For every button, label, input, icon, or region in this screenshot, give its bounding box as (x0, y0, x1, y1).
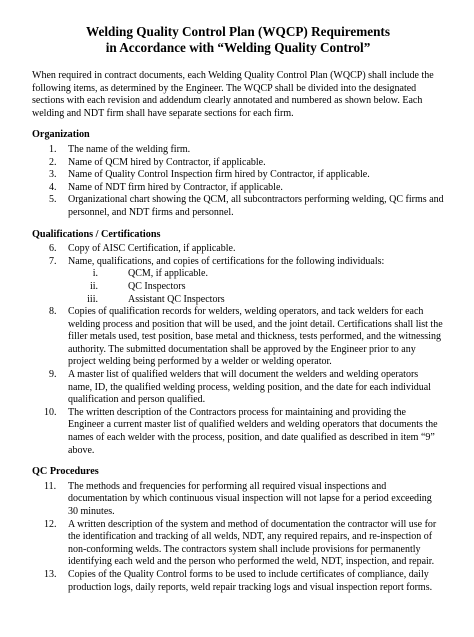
list-item (32, 256, 444, 269)
item-text: A written description of the system and method of documentation the contractor will use for the identification and tracking of all welds, NDT, any required repairs, and re-inspection of non-conforming welds. The contractors system shall include provisions for permanently identifying each weld and the person who performed the weld, NDT, inspection, and repair. (68, 518, 437, 568)
list-item (32, 369, 444, 407)
item-text: Copy of AISC Certification, if applicable. (68, 243, 236, 255)
item-text: The name of the welding firm. (68, 143, 191, 155)
list-item (32, 169, 444, 182)
list-item (32, 182, 444, 195)
document-title (32, 24, 444, 56)
list-item (32, 569, 444, 594)
item-number: 4. (49, 181, 57, 193)
subitem-text: Assistant QC Inspectors (128, 293, 225, 305)
item-number: 11. (44, 480, 57, 492)
section-heading-qualifications: Qualifications / Certifications (32, 228, 161, 240)
intro-paragraph: When required in contract documents, each Welding Quality Control Plan (WQCP) shall include the following items, as determined by the Engineer. The WQCP shall be divided into the designated sections with each revision and addendum clearly annotated and numbered as shown below. Each welding and NDT firm shall have separate sections for each firm. (32, 70, 434, 119)
qualifications-list (32, 243, 444, 457)
list-item (32, 519, 444, 569)
item-number: 8. (49, 306, 57, 318)
list-item (32, 157, 444, 170)
item-number: 1. (49, 143, 57, 155)
item-text: The methods and frequencies for performing all required visual inspections and documentation by which continuous visual inspection will not lapse for a period exceeding 30 minutes. (68, 480, 432, 517)
subitem-text: QCM, if applicable. (128, 268, 208, 280)
procedures-list (32, 481, 444, 594)
item-number: 12. (44, 518, 57, 530)
list-item (32, 481, 444, 519)
item-number: 7. (49, 255, 57, 267)
individuals-sublist (32, 268, 444, 306)
list-item (32, 407, 444, 457)
item-text: Name, qualifications, and copies of certifications for the following individuals: (68, 255, 385, 267)
item-text: Name of Quality Control Inspection firm hired by Contractor, if applicable. (68, 169, 370, 181)
item-text: A master list of qualified welders that will document the welders and welding operators name, ID, the qualified welding process, welding position, and the date for each individual qualification and person qualified. (68, 369, 431, 406)
list-item (32, 306, 444, 369)
item-number: 5. (49, 194, 57, 206)
item-number: 13. (44, 568, 57, 580)
sublist-container (32, 268, 444, 306)
subitem-number: i. (92, 268, 98, 280)
sublist-item (32, 281, 444, 294)
subitem-text: QC Inspectors (128, 280, 186, 292)
item-number: 10. (44, 406, 57, 418)
subitem-number: ii. (89, 280, 98, 292)
section-heading-procedures: QC Procedures (32, 466, 99, 478)
list-item (32, 144, 444, 157)
item-number: 2. (49, 156, 57, 168)
title-line-2: in Accordance with “Welding Quality Control” (105, 40, 371, 55)
subitem-number: iii. (87, 293, 98, 305)
section-heading-organization: Organization (32, 129, 90, 141)
item-number: 9. (49, 369, 57, 381)
item-number: 3. (49, 169, 57, 181)
item-text: The written description of the Contractors process for maintaining and providing the Engineer a current master list of qualified welders and welding operators that documents the names of each welder with the process, position, and date qualified as described in item “9” above. (68, 406, 438, 456)
item-text: Copies of qualification records for welders, welding operators, and tack welders for each welding process and position that will be used, and the joint detail. Certifications shall list the filler metals used, test position, base metal and thickness, tests performed, and the witnessing authority. The submitted documentation shall be approved by the Engineer prior to any project welding being performed by a welder or welding operator. (68, 306, 443, 368)
list-item (32, 194, 444, 219)
item-text: Name of NDT firm hired by Contractor, if applicable. (68, 181, 283, 193)
title-line-1: Welding Quality Control Plan (WQCP) Requirements (86, 24, 390, 39)
item-text: Organizational chart showing the QCM, all subcontractors performing welding, QC firms and personnel, and NDT firms and personnel. (68, 194, 444, 218)
item-text: Name of QCM hired by Contractor, if applicable. (68, 156, 266, 168)
list-item (32, 243, 444, 256)
item-text: Copies of the Quality Control forms to be used to include certificates of compliance, daily production logs, daily reports, weld repair tracking logs and visual inspection report forms. (68, 568, 433, 593)
organization-list (32, 144, 444, 220)
sublist-item (32, 294, 444, 307)
item-number: 6. (49, 243, 57, 255)
sublist-item (32, 268, 444, 281)
